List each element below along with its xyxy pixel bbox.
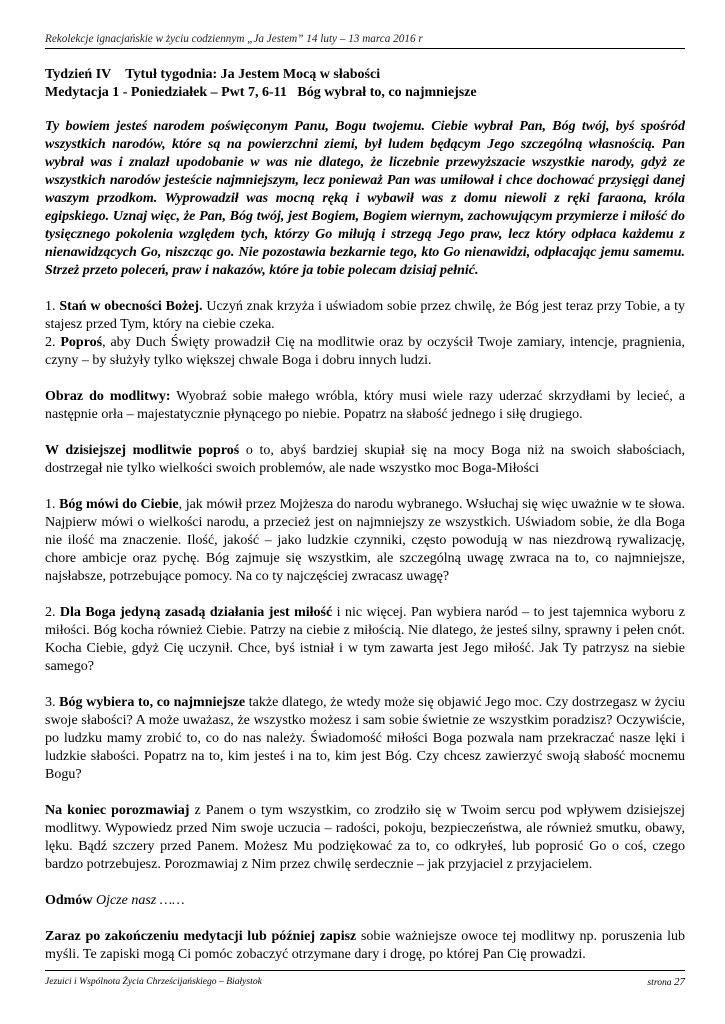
scripture-passage: Ty bowiem jesteś narodem poświęconym Panu, Bogu twojemu. Ciebie wybrał Pan, Bóg twój, byś spośród wszystkich narodów, które są na powierzchni ziemi, był ludem będącym Jego szczególną własnością. Pan wybrał was i znalazł upodobanie w was nie dlatego, że liczebnie przewyższacie wszystkie narody, gdyż ze wszystkich narodów jesteście najmniejszym, lecz ponieważ Pan was umiłował i chce dochować przysięgi danej waszym przodkom. Wyprowadził was mocną ręką i wybawił was z domu niewoli z ręki faraona, króla egipskiego. Uznaj więc, że Pan, Bóg twój, jest Bogiem, Bogiem wiernym, zachowującym przymierze i miłość do tysięcznego pokolenia względem tych, którzy Go miłują i strzegą Jego praw, lecz który odpłaca każdemu z nienawidzących Go, niszcząc go. Nie pozostawia bezkarnie tego, kto Go nienawidzi, odpłacając jemu samemu. Strzeż przeto poleceń, praw i nakazów, które ja tobie polecam dzisiaj pełnić.	[45, 119, 685, 278]
point-2	[45, 604, 685, 676]
point-1-number: 1.	[45, 497, 60, 512]
point-1-heading: Bóg mówi do Ciebie	[59, 497, 179, 512]
point-3-number: 3.	[45, 695, 60, 710]
step-2-heading: Poproś	[60, 335, 103, 350]
week-title: Tytuł tygodnia: Ja Jestem Mocą w słabości	[125, 67, 381, 82]
week-label: Tydzień IV	[45, 67, 112, 82]
step-2	[45, 334, 685, 370]
page-header	[45, 33, 685, 49]
point-2-number: 2.	[45, 605, 60, 620]
page-number-block	[647, 976, 685, 988]
prayer-image-text: Wyobraź sobie małego wróbla, który musi wiele razy uderzać skrzydłami by lecieć, a następnie orła – majestatycznie płynącego po niebie. Popatrz na słabość jednego i siłę drugiego.	[45, 389, 685, 422]
closing-conversation	[45, 802, 685, 874]
step-1-number: 1.	[45, 299, 60, 314]
point-2-text: i nic więcej. Pan wybiera naród – to jest tajemnica wyboru z miłości. Bóg kocha również Ciebie. Patrzy na ciebie z miłością. Nie dlatego, że jesteś silny, sprawny i pełen cnót. Kocha Ciebie, gdyż Cię uczynił. Chce, byś istniał i w tym zawarta jest Jego miłość. Jak Ty patrzysz na siebie samego?	[45, 605, 685, 674]
notes-text: sobie ważniejsze owoce tej modlitwy np. poruszenia lub myśli. Te zapiski mogą Ci pomóc zobaczyć otrzymane dary i drogę, po której Pan Cię prowadzi.	[45, 929, 685, 962]
prayer-image-heading: Obraz do modlitwy:	[45, 389, 171, 404]
petition-paragraph	[45, 442, 685, 478]
point-3	[45, 694, 685, 784]
title-block	[45, 66, 685, 102]
meditation-title: Bóg wybrał to, co najmniejsze	[297, 85, 477, 100]
petition-heading: W dzisiejszej modlitwie poproś	[45, 443, 240, 458]
step-1-heading: Stań w obecności Bożej.	[59, 299, 203, 314]
petition-text: o to, abyś bardziej skupiał się na mocy Boga niż na swoich słabościach, dostrzegał nie tylko wielkości swoich problemów, ale nade wszystko moc Boga-Miłości	[45, 443, 685, 476]
page-footer	[45, 970, 685, 988]
page-number: 27	[674, 976, 685, 988]
step-1-text: Uczyń znak krzyża i uświadom sobie przez chwilę, że Bóg jest teraz przy Tobie, a ty stajesz przed Tym, który na ciebie czeka.	[45, 299, 686, 332]
point-2-heading: Dla Boga jedyną zasadą działania jest miłość	[59, 605, 333, 620]
recite-prayer-name: Ojcze nasz ……	[92, 893, 185, 908]
main-content	[45, 118, 685, 964]
closing-text: z Panem o tym wszystkim, co zrodziło się w Twoim sercu pod wpływem dzisiejszej modlitwy. Wypowiedz przed Nim swoje uczucia – radości, pokoju, bezpieczeństwa, ale również smutku, obawy, lęku. Bądź szczery przed Panem. Możesz Mu podziękować za to, co odkryłeś, lub poprosić Go o coś, czego bardzo potrzebujesz. Porozmawiaj z Nim przez chwilę serdecznie – jak przyjaciel z przyjacielem.	[45, 803, 685, 872]
notes-heading: Zaraz po zakończeniu medytacji lub później zapisz	[45, 929, 357, 944]
point-1	[45, 496, 685, 586]
step-1	[45, 298, 685, 334]
week-line	[45, 66, 685, 84]
notes-paragraph	[45, 928, 685, 964]
recite-prayer	[45, 892, 685, 910]
step-2-text: , aby Duch Święty prowadził Cię na modlitwie oraz by oczyścił Twoje zamiary, intencje, pragnienia, czyny – by służyły tylko większej chwale Boga i dobru innych ludzi.	[45, 335, 685, 368]
recite-heading: Odmów	[45, 893, 93, 908]
footer-organization: Jezuici i Wspólnota Życia Chrześcijańskiego – Białystok	[45, 976, 262, 987]
closing-heading: Na koniec porozmawiaj	[45, 803, 190, 818]
point-3-heading: Bóg wybiera to, co najmniejsze	[59, 695, 246, 710]
point-3-text: także dlatego, że wtedy może się objawić Jego moc. Czy dostrzegasz w życiu swoje słabości? A może uważasz, że wszystko możesz i sam sobie świetnie ze wszystkim poradzisz? Oczywiście, po ludzku mamy zrobić to, co do nas należy. Świadomość miłości Boga pozwala nam przekraczać nasze lęki i ludzkie słabości. Popatrz na to, kim jesteś i na to, kim jest Bóg. Czy chcesz zawierzyć swoją słabość mocnemu Bogu?	[45, 695, 686, 782]
page-label: strona	[647, 977, 672, 988]
prayer-image-paragraph	[45, 388, 685, 424]
meditation-label: Medytacja 1 - Poniedziałek – Pwt 7, 6-11	[45, 85, 287, 100]
point-1-text: , jak mówił przez Mojżesza do narodu wybranego. Wsłuchaj się więc uważnie w te słowa. Najpierw mówi o wielkości narodu, a przecież jest on najmniejszy ze wszystkich. Uświadom sobie, że dla Boga nie ilość ma znaczenie. Ilość, jakość – jako ludzkie czynniki, często powodują w nas niezdrową rywalizację, chore ambicje oraz pychę. Bóg zajmuje się wszystkim, ale szczególną uwagę zwraca na to, co najmniejsze, najsłabsze, potrzebujące pomocy. Na co ty najczęściej zwracasz uwagę?	[45, 497, 685, 584]
header-text: Rekolekcje ignacjańskie w życiu codziennym „Ja Jestem” 14 luty – 13 marca 2016 r	[45, 33, 423, 45]
meditation-line	[45, 84, 685, 102]
step-2-number: 2.	[45, 335, 61, 350]
